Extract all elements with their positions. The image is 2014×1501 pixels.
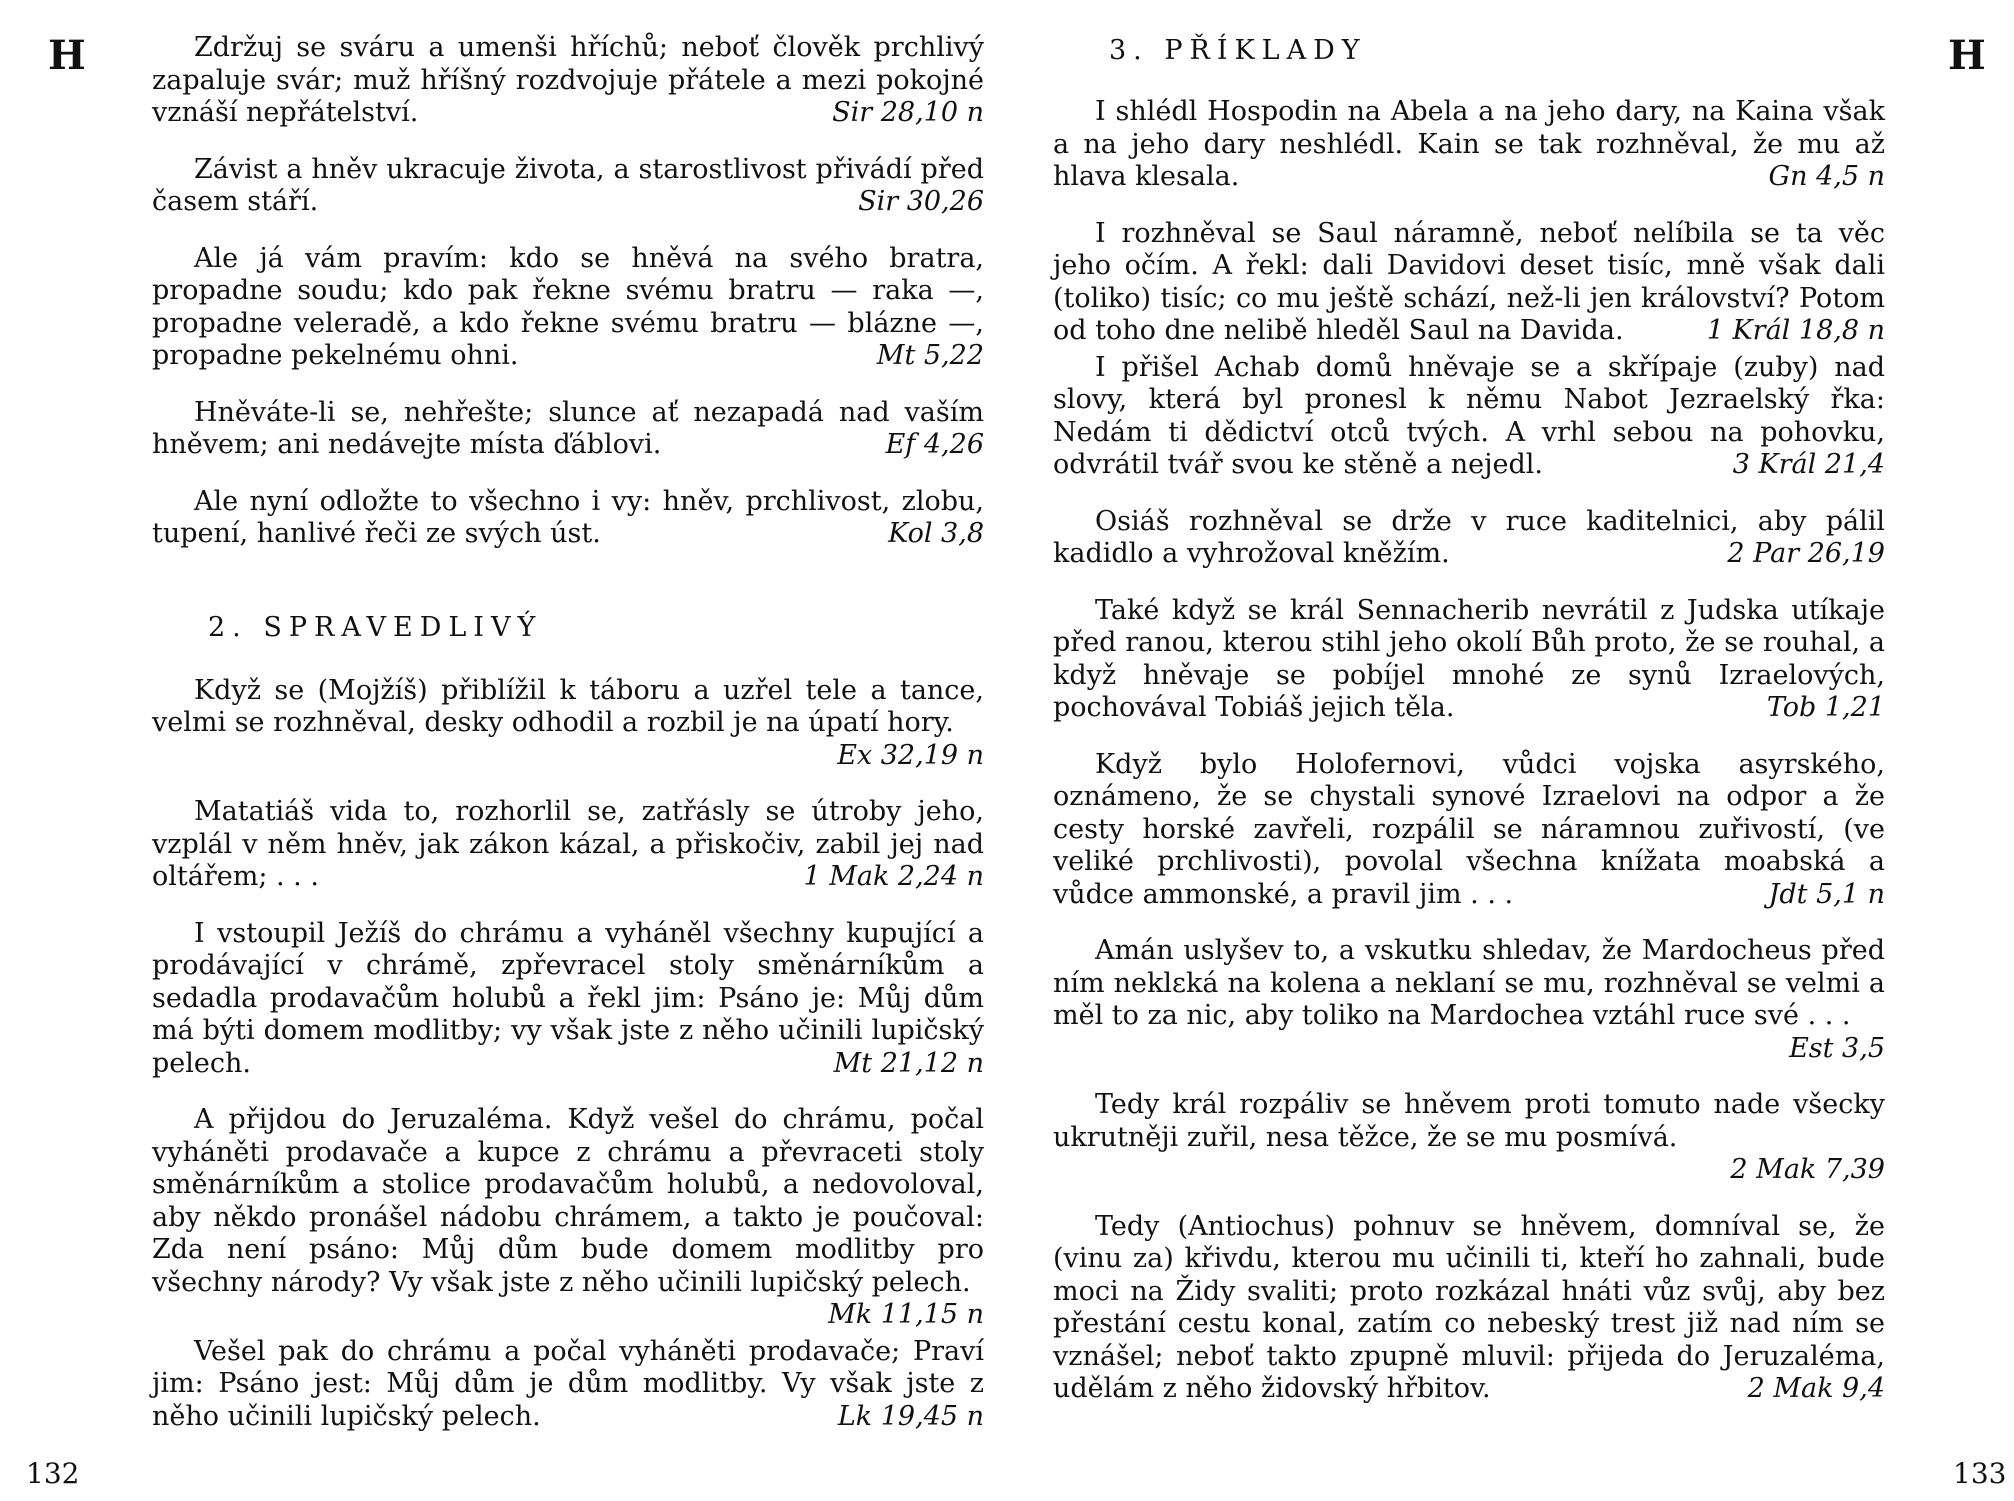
quote-reference: Ex 32,19 n xyxy=(837,739,984,771)
quote-reference: 3 Král 21,4 xyxy=(1732,449,1885,480)
quote-reference: Est 3,5 xyxy=(1789,1032,1885,1064)
quote-entry xyxy=(152,397,984,462)
quote-text: Tedy král rozpáliv se hněvem proti tomuto nade všecky ukrutněji zuřil, nesa těžce, že se mu posmívá. xyxy=(1053,1089,1885,1153)
section-heading: 2. SPRAVEDLIVÝ xyxy=(208,611,543,643)
quote-text: Závist a hněv ukracuje života, a starostlivost přivádí před časem stáří. xyxy=(152,153,984,217)
quote-entry xyxy=(1053,1089,1885,1187)
quote-reference: Jdt 5,1 n xyxy=(1768,878,1885,910)
quote-entry xyxy=(152,32,984,130)
quote-text: Když se (Mojžíš) přiblížil k táboru a uzřel tele a tance, velmi se rozhněval, desky odhodil a rozbil je na úpatí hory. xyxy=(152,674,984,738)
quote-text: Amán uslyšev to, a vskutku shledav, že Mardocheus před ním neklεká na kolena a neklaní se mu, rozhněval se velmi a měl to za nic, aby toliko na Mardochea vztáhl ruce své . . . xyxy=(1053,935,1885,1031)
quote-text: Matatiáš vida to, rozhorlil se, zatřásly se útroby jeho, vzplál v něm hněv, jak zákon kázal, a přiskočiv, zabil jej nad oltářem; . . . xyxy=(152,796,984,892)
quote-text: I rozhněval se Saul náramně, neboť nelíbila se ta věc jeho očím. A řekl: dali Davidovi deset tisíc, mně však dali (toliko) tisíc; co mu ještě schází, než-li jen království? Potom od toho dne nelibě hleděl Saul na Davida. xyxy=(1053,217,1885,346)
quote-text: Tedy (Antiochus) pohnuv se hněvem, domníval se, že (vinu za) křivdu, kterou mu učinili ti, kteří ho zahnali, bude moci na Židy svaliti; proto rozkázal hnáti vůz svůj, aby bez přestání cestu konal, zatím co nebeský trest již nad ním se vznášel; neboť takto zpupně mluvil: přijeda do Jeruzaléma, udělám z něho židovský hřbitov. xyxy=(1053,1210,1885,1404)
quote-text: Také když se král Sennacherib nevrátil z Judska utíkaje před ranou, kterou stihl jeho okolí Bůh proto, že se rouhal, a když hněvaje se pobíjel mnohé ze synů Izraelových, pochovával Tobiáš jejich těla. xyxy=(1053,594,1885,723)
quote-reference: Kol 3,8 xyxy=(888,518,984,549)
quote-reference: Sir 28,10 n xyxy=(832,97,984,128)
quote-text: Ale já vám pravím: kdo se hněvá na svého bratra, propadne soudu; kdo pak řekne svému bratru — raka —, propadne veleradě, a kdo řekne svému bratru — blázne —, propadne pekelnému ohni. xyxy=(152,242,984,371)
quote-entry xyxy=(152,1104,984,1332)
quote-entry xyxy=(1053,749,1885,912)
quote-entry xyxy=(1053,1211,1885,1406)
quote-text: Zdržuj se sváru a umenši hříchů; neboť člověk prchlivý zapaluje svár; muž hříšný rozdvojuje přátele a mezi pokojné vznáší nepřátelství. xyxy=(152,32,984,128)
right-column xyxy=(1053,32,1885,1430)
quote-entry xyxy=(1053,935,1885,1065)
section-heading: 3. PŘÍKLADY xyxy=(1109,35,1367,66)
quote-reference: 2 Par 26,19 xyxy=(1727,538,1885,569)
page-number: 133 xyxy=(1953,1457,2007,1490)
quote-reference: 1 Mak 2,24 n xyxy=(803,861,984,892)
quote-entry xyxy=(152,918,984,1081)
quote-text: Ale nyní odložte to všechno i vy: hněv, prchlivost, zlobu, tupení, hanlivé řeči ze svých úst. xyxy=(152,485,984,549)
index-letter: H xyxy=(48,32,86,79)
quote-reference: Mt 21,12 n xyxy=(833,1047,984,1079)
quote-text: Hněváte-li se, nehřešte; slunce ať nezapadá nad vaším hněvem; ani nedávejte místa ďáblovi. xyxy=(152,396,984,460)
page-number: 132 xyxy=(26,1457,80,1490)
quote-text: Osiáš rozhněval se drže v ruce kaditelnici, aby pálil kadidlo a vyhrožoval kněžím. xyxy=(1053,505,1885,569)
quote-reference: Mk 11,15 n xyxy=(828,1299,984,1330)
quote-entry xyxy=(152,243,984,373)
quote-entry xyxy=(152,486,984,551)
quote-entry xyxy=(1053,352,1885,482)
quote-entry xyxy=(152,675,984,773)
quote-text: Když bylo Holofernovi, vůdci vojska asyrského, oznámeno, že se chystali synové Izraelovi na odpor a že cesty horské zavřeli, rozpálil se náramnou zuřivostí, (ve veliké prchlivosti), povolal všechna knížata moabská a vůdce ammonské, a pravil jim . . . xyxy=(1053,748,1885,910)
quote-entry xyxy=(152,1336,984,1434)
quote-entry xyxy=(1053,595,1885,725)
quote-reference: Tob 1,21 xyxy=(1766,692,1885,723)
quote-text: A přijdou do Jeruzaléma. Když vešel do chrámu, počal vyháněti prodavače a kupce z chrámu a převraceti stoly směnárníkům a stolice prodavačům holubů, a nedovoloval, aby někdo pronášel nádobu chrámem, a takto je poučoval: Zda není psáno: Můj dům bude domem modlitby pro všechny národy? Vy však jste z něho učinili lupičský pelech. xyxy=(152,1104,984,1298)
quote-reference: 2 Mak 7,39 xyxy=(1730,1154,1885,1185)
quote-text: I vstoupil Ježíš do chrámu a vyháněl všechny kupující a prodávající v chrámě, zpřevracel stoly směnárníkům a sedadla prodavačům holubů a řekl jim: Psáno je: Můj dům má býti domem modlitby; vy však jste z něho učinili lupičský pelech. xyxy=(152,917,984,1079)
quote-reference: Lk 19,45 n xyxy=(837,1400,984,1432)
quote-text: I shlédl Hospodin na Abela a na jeho dary, na Kaina však a na jeho dary neshlédl. Kain se tak rozhněval, že mu až hlava klesala. xyxy=(1053,96,1885,192)
quote-reference: Gn 4,5 n xyxy=(1768,161,1885,192)
quote-entry xyxy=(1053,218,1885,348)
quote-reference: Sir 30,26 xyxy=(858,186,984,217)
quote-entry xyxy=(152,154,984,219)
quote-text: I přišel Achab domů hněvaje se a skřípaje (zuby) nad slovy, která byl pronesl k němu Nabot Jezraelský řka: Nedám ti dědictví otců tvých. A vrhl sebou na pohovku, odvrátil tvář svou ke stěně a nejedl. xyxy=(1053,351,1885,480)
quote-text: Vešel pak do chrámu a počal vyháněti prodavače; Praví jim: Psáno jest: Můj dům je dům modlitby. Vy však jste z něho učinili lupičský pelech. xyxy=(152,1335,984,1432)
quote-reference: 2 Mak 9,4 xyxy=(1747,1373,1885,1404)
quote-entry xyxy=(1053,96,1885,194)
quote-entry xyxy=(1053,506,1885,571)
right-page xyxy=(1007,0,2014,1501)
quote-reference: 1 Král 18,8 n xyxy=(1706,315,1885,346)
quote-entry xyxy=(152,796,984,894)
quote-reference: Mt 5,22 xyxy=(876,340,984,371)
quote-reference: Ef 4,26 xyxy=(885,429,984,460)
left-column xyxy=(152,32,984,1457)
index-letter: H xyxy=(1948,32,1986,79)
